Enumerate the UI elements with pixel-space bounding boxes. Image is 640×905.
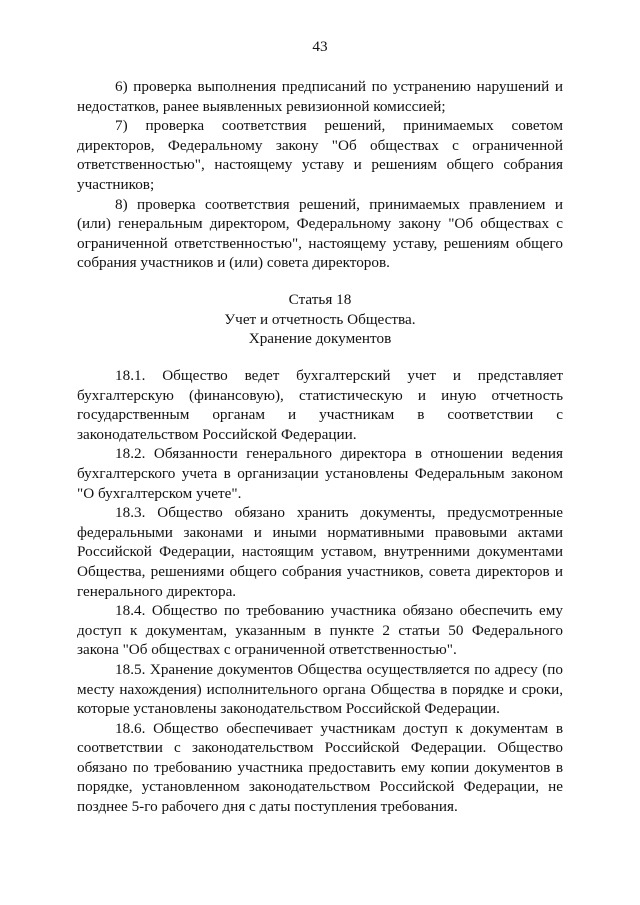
page-number: 43 xyxy=(312,38,328,55)
clause-18-6: 18.6. Общество обеспечивает участникам доступ к документам в соответствии с законодательством Российской Федерации. Общество обязано по требованию участника предоставить ему копии документов в порядке, установленном законодательством Российской Федерации, не позднее 5-го рабочего дня с даты поступления требования. xyxy=(77,719,563,816)
clause-18-3: 18.3. Общество обязано хранить документы, предусмотренные федеральными законами и иными нормативными правовыми актами Российской Федерации, настоящим уставом, внутренними документами Общества, решениями общего собрания участников, совета директоров и генерального директора. xyxy=(77,504,563,600)
article-heading xyxy=(77,290,563,349)
clause-18-4: 18.4. Общество по требованию участника обязано обеспечить ему доступ к документам, указанным в пункте 2 статьи 50 Федерального закона "Об обществах с ограниченной ответственностью". xyxy=(77,602,563,659)
list-item-6: 6) проверка выполнения предписаний по устранению нарушений и недостатков, ранее выявленных ревизионной комиссией; xyxy=(77,78,563,115)
list-item-8: 8) проверка соответствия решений, принимаемых правлением и (или) генеральным директором, Федеральному закону "Об обществах с ограниченной ответственностью", настоящему уставу, решениям общего собрания участников и (или) совета директоров. xyxy=(77,195,563,272)
list-item-7: 7) проверка соответствия решений, принимаемых советом директоров, Федеральному закону "Об обществах с ограниченной ответственностью", настоящему уставу и решениям общего собрания участников; xyxy=(77,117,563,193)
article-title-line2: Хранение документов xyxy=(248,330,392,348)
article-number: Статья 18 xyxy=(288,291,352,308)
clause-18-2: 18.2. Обязанности генерального директора в отношении ведения бухгалтерского учета в организации установлены Федеральным законом "О бухгалтерском учете". xyxy=(77,445,563,502)
clauses-block xyxy=(77,366,563,817)
article-title-line1: Учет и отчетность Общества. xyxy=(224,310,416,328)
clause-18-1: 18.1. Общество ведет бухгалтерский учет и представляет бухгалтерскую (финансовую), статистическую и иную отчетность государственным органам и участникам в соответствии с законодательством Российской Федерации. xyxy=(77,367,563,443)
clause-18-5: 18.5. Хранение документов Общества осуществляется по адресу (по месту нахождения) исполнительного органа Общества в порядке и сроки, которые установлены законодательством Российской Федерации. xyxy=(77,660,563,718)
list-block xyxy=(77,77,563,273)
